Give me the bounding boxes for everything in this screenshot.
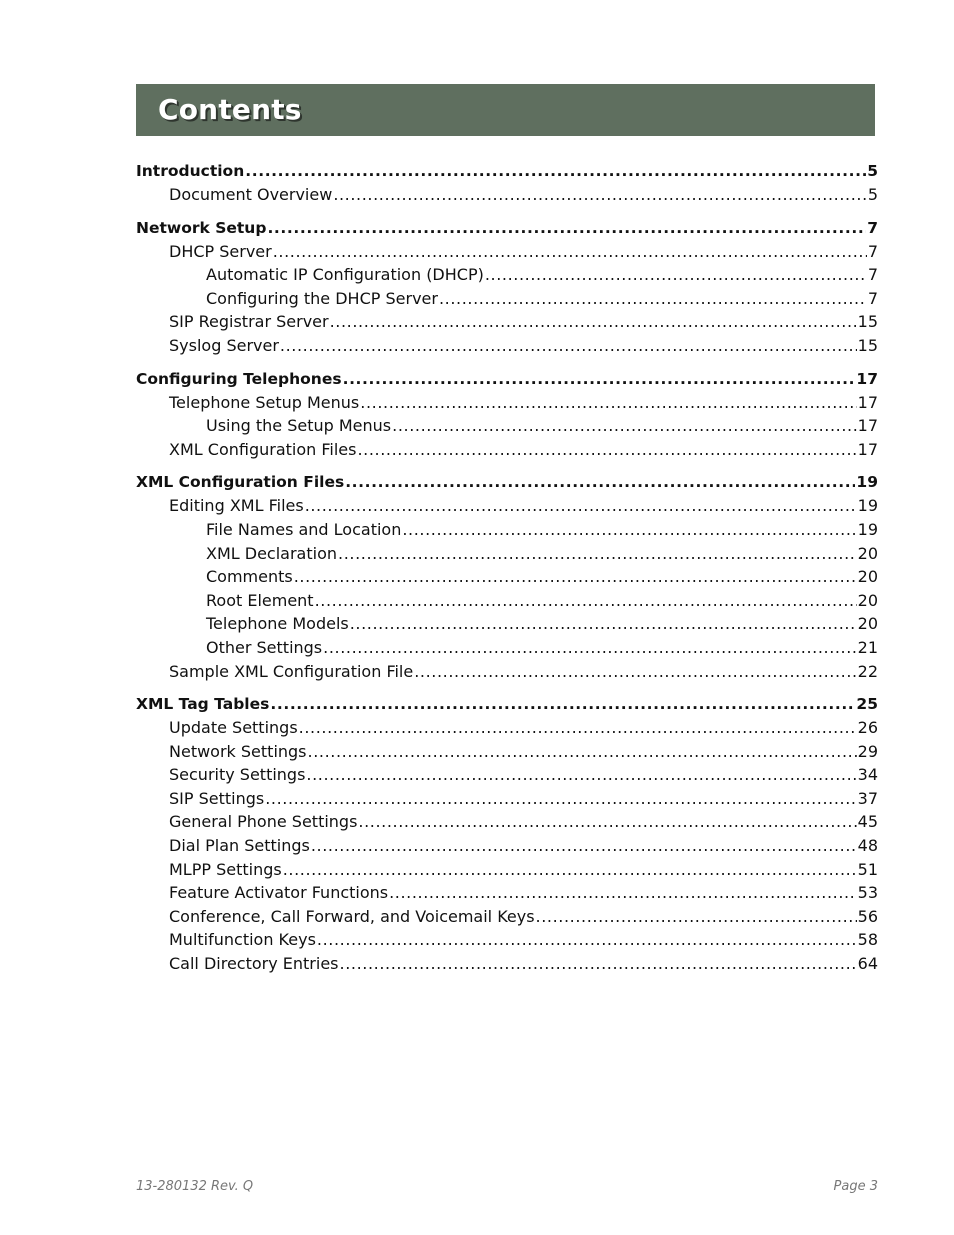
toc-entry-page: 22 xyxy=(857,661,878,681)
toc-section-entry[interactable] xyxy=(136,858,878,882)
toc-subsection[interactable] xyxy=(136,589,878,613)
dot-leader xyxy=(299,716,857,740)
dot-leader xyxy=(358,810,856,834)
dot-leader xyxy=(350,612,857,636)
toc-entry-title: General Phone Settings xyxy=(169,812,358,832)
table-of-contents xyxy=(136,159,878,985)
dot-leader xyxy=(267,216,866,240)
dot-leader xyxy=(402,518,856,542)
dot-leader xyxy=(414,660,856,684)
toc-entry-title: File Names and Location xyxy=(206,519,402,539)
contents-title-banner xyxy=(136,84,875,136)
toc-entry-title: Document Overview xyxy=(169,185,333,204)
toc-entry-page: 7 xyxy=(867,265,878,285)
dot-leader xyxy=(315,589,857,613)
toc-chapter[interactable] xyxy=(136,216,878,240)
toc-section-entry[interactable] xyxy=(136,183,878,207)
toc-entry-title: Sample XML Configuration File xyxy=(169,661,414,681)
toc-section xyxy=(136,159,878,207)
toc-section xyxy=(136,692,878,976)
toc-subsection[interactable] xyxy=(136,518,878,542)
toc-entry-page: 26 xyxy=(857,718,878,738)
dot-leader xyxy=(360,391,856,415)
toc-entry-page: 7 xyxy=(867,218,878,237)
toc-subsection[interactable] xyxy=(136,542,878,566)
toc-entry-title: XML Declaration xyxy=(206,543,338,563)
toc-section-entry[interactable] xyxy=(136,810,878,834)
toc-section-entry[interactable] xyxy=(136,391,878,415)
toc-entry-title: Security Settings xyxy=(169,765,306,785)
toc-section-entry[interactable] xyxy=(136,881,878,905)
dot-leader xyxy=(439,287,867,311)
toc-chapter[interactable] xyxy=(136,159,878,183)
toc-section-entry[interactable] xyxy=(136,438,878,462)
toc-chapter[interactable] xyxy=(136,367,878,391)
toc-entry-page: 58 xyxy=(857,930,878,950)
toc-entry-page: 19 xyxy=(856,473,878,492)
toc-entry-page: 19 xyxy=(857,519,878,539)
toc-entry-title: Comments xyxy=(206,567,293,587)
toc-entry-page: 17 xyxy=(856,369,878,388)
toc-entry-title: Root Element xyxy=(206,590,314,610)
dot-leader xyxy=(357,438,856,462)
toc-entry-page: 15 xyxy=(857,335,878,355)
toc-entry-title: Multifunction Keys xyxy=(169,930,316,950)
toc-subsection[interactable] xyxy=(136,263,878,287)
toc-entry-title: Call Directory Entries xyxy=(169,954,339,974)
toc-chapter[interactable] xyxy=(136,470,878,494)
toc-section-entry[interactable] xyxy=(136,660,878,684)
dot-leader xyxy=(333,183,867,207)
toc-entry-title: Editing XML Files xyxy=(169,496,304,516)
toc-section-entry[interactable] xyxy=(136,952,878,976)
toc-section-entry[interactable] xyxy=(136,905,878,929)
toc-entry-page: 37 xyxy=(857,788,878,808)
dot-leader xyxy=(485,263,867,287)
toc-entry-page: 5 xyxy=(867,185,878,204)
toc-section-entry[interactable] xyxy=(136,787,878,811)
dot-leader xyxy=(340,952,857,976)
toc-entry-title: Network Setup xyxy=(136,218,267,237)
toc-section-entry[interactable] xyxy=(136,716,878,740)
toc-section-entry[interactable] xyxy=(136,763,878,787)
dot-leader xyxy=(536,905,857,929)
toc-entry-title: Network Settings xyxy=(169,741,307,761)
toc-section-entry[interactable] xyxy=(136,334,878,358)
toc-entry-page: 19 xyxy=(857,496,878,516)
dot-leader xyxy=(323,636,857,660)
toc-entry-title: Configuring the DHCP Server xyxy=(206,288,438,308)
toc-subsection[interactable] xyxy=(136,414,878,438)
toc-entry-page: 17 xyxy=(857,439,878,459)
toc-entry-page: 45 xyxy=(857,812,878,832)
toc-subsection[interactable] xyxy=(136,565,878,589)
toc-entry-page: 20 xyxy=(857,567,878,587)
page-number: Page 3 xyxy=(833,1179,878,1194)
toc-section-entry[interactable] xyxy=(136,834,878,858)
toc-section-entry[interactable] xyxy=(136,740,878,764)
dot-leader xyxy=(389,881,857,905)
toc-entry-title: Dial Plan Settings xyxy=(169,836,310,856)
toc-section-entry[interactable] xyxy=(136,310,878,334)
toc-entry-title: Conference, Call Forward, and Voicemail Keys xyxy=(169,906,535,926)
toc-entry-title: Feature Activator Functions xyxy=(169,883,389,903)
toc-entry-page: 20 xyxy=(857,614,878,634)
toc-section xyxy=(136,216,878,358)
toc-entry-title: Configuring Telephones xyxy=(136,369,342,388)
toc-section-entry[interactable] xyxy=(136,240,878,264)
toc-entry-page: 51 xyxy=(857,859,878,879)
toc-entry-title: Telephone Setup Menus xyxy=(169,392,360,412)
dot-leader xyxy=(273,240,867,264)
dot-leader xyxy=(311,834,857,858)
toc-section xyxy=(136,367,878,462)
dot-leader xyxy=(245,159,866,183)
toc-section-entry[interactable] xyxy=(136,494,878,518)
toc-entry-title: SIP Registrar Server xyxy=(169,312,329,332)
toc-entry-page: 5 xyxy=(867,162,878,180)
toc-entry-title: Using the Setup Menus xyxy=(206,416,392,436)
document-number: 13-280132 Rev. Q xyxy=(136,1179,254,1194)
toc-entry-page: 56 xyxy=(857,906,878,926)
toc-entry-page: 25 xyxy=(856,695,878,714)
toc-entry-title: XML Tag Tables xyxy=(136,695,270,714)
toc-entry-page: 53 xyxy=(857,883,878,903)
dot-leader xyxy=(270,692,855,716)
dot-leader xyxy=(345,470,855,494)
dot-leader xyxy=(330,310,857,334)
toc-entry-page: 20 xyxy=(857,543,878,563)
toc-entry-title: DHCP Server xyxy=(169,241,272,261)
toc-entry-title: Other Settings xyxy=(206,637,323,657)
toc-entry-page: 17 xyxy=(857,392,878,412)
toc-chapter[interactable] xyxy=(136,692,878,716)
toc-entry-page: 34 xyxy=(857,765,878,785)
dot-leader xyxy=(343,367,856,391)
toc-entry-title: XML Configuration Files xyxy=(136,473,345,492)
dot-leader xyxy=(392,414,857,438)
toc-entry-title: Introduction xyxy=(136,162,245,180)
dot-leader xyxy=(283,858,857,882)
dot-leader xyxy=(308,740,857,764)
toc-entry-title: Update Settings xyxy=(169,718,298,738)
dot-leader xyxy=(294,565,857,589)
toc-entry-page: 15 xyxy=(857,312,878,332)
toc-entry-title: XML Configuration Files xyxy=(169,439,357,459)
toc-entry-page: 7 xyxy=(867,288,878,308)
toc-entry-title: MLPP Settings xyxy=(169,859,282,879)
toc-entry-page: 64 xyxy=(857,954,878,974)
dot-leader xyxy=(317,928,857,952)
dot-leader xyxy=(305,494,857,518)
toc-section xyxy=(136,470,878,683)
dot-leader xyxy=(338,542,857,566)
toc-entry-page: 21 xyxy=(857,637,878,657)
toc-entry-page: 20 xyxy=(857,590,878,610)
toc-subsection[interactable] xyxy=(136,287,878,311)
dot-leader xyxy=(306,763,856,787)
dot-leader xyxy=(280,334,857,358)
toc-subsection[interactable] xyxy=(136,636,878,660)
page-title: Contents xyxy=(158,93,302,126)
toc-subsection[interactable] xyxy=(136,612,878,636)
toc-entry-title: Telephone Models xyxy=(206,614,349,634)
toc-section-entry[interactable] xyxy=(136,928,878,952)
toc-entry-page: 48 xyxy=(857,836,878,856)
dot-leader xyxy=(265,787,856,811)
toc-entry-page: 17 xyxy=(857,416,878,436)
toc-entry-title: SIP Settings xyxy=(169,788,265,808)
toc-entry-page: 7 xyxy=(867,241,878,261)
toc-entry-title: Automatic IP Configuration (DHCP) xyxy=(206,265,484,285)
toc-entry-page: 29 xyxy=(857,741,878,761)
toc-entry-title: Syslog Server xyxy=(169,335,279,355)
